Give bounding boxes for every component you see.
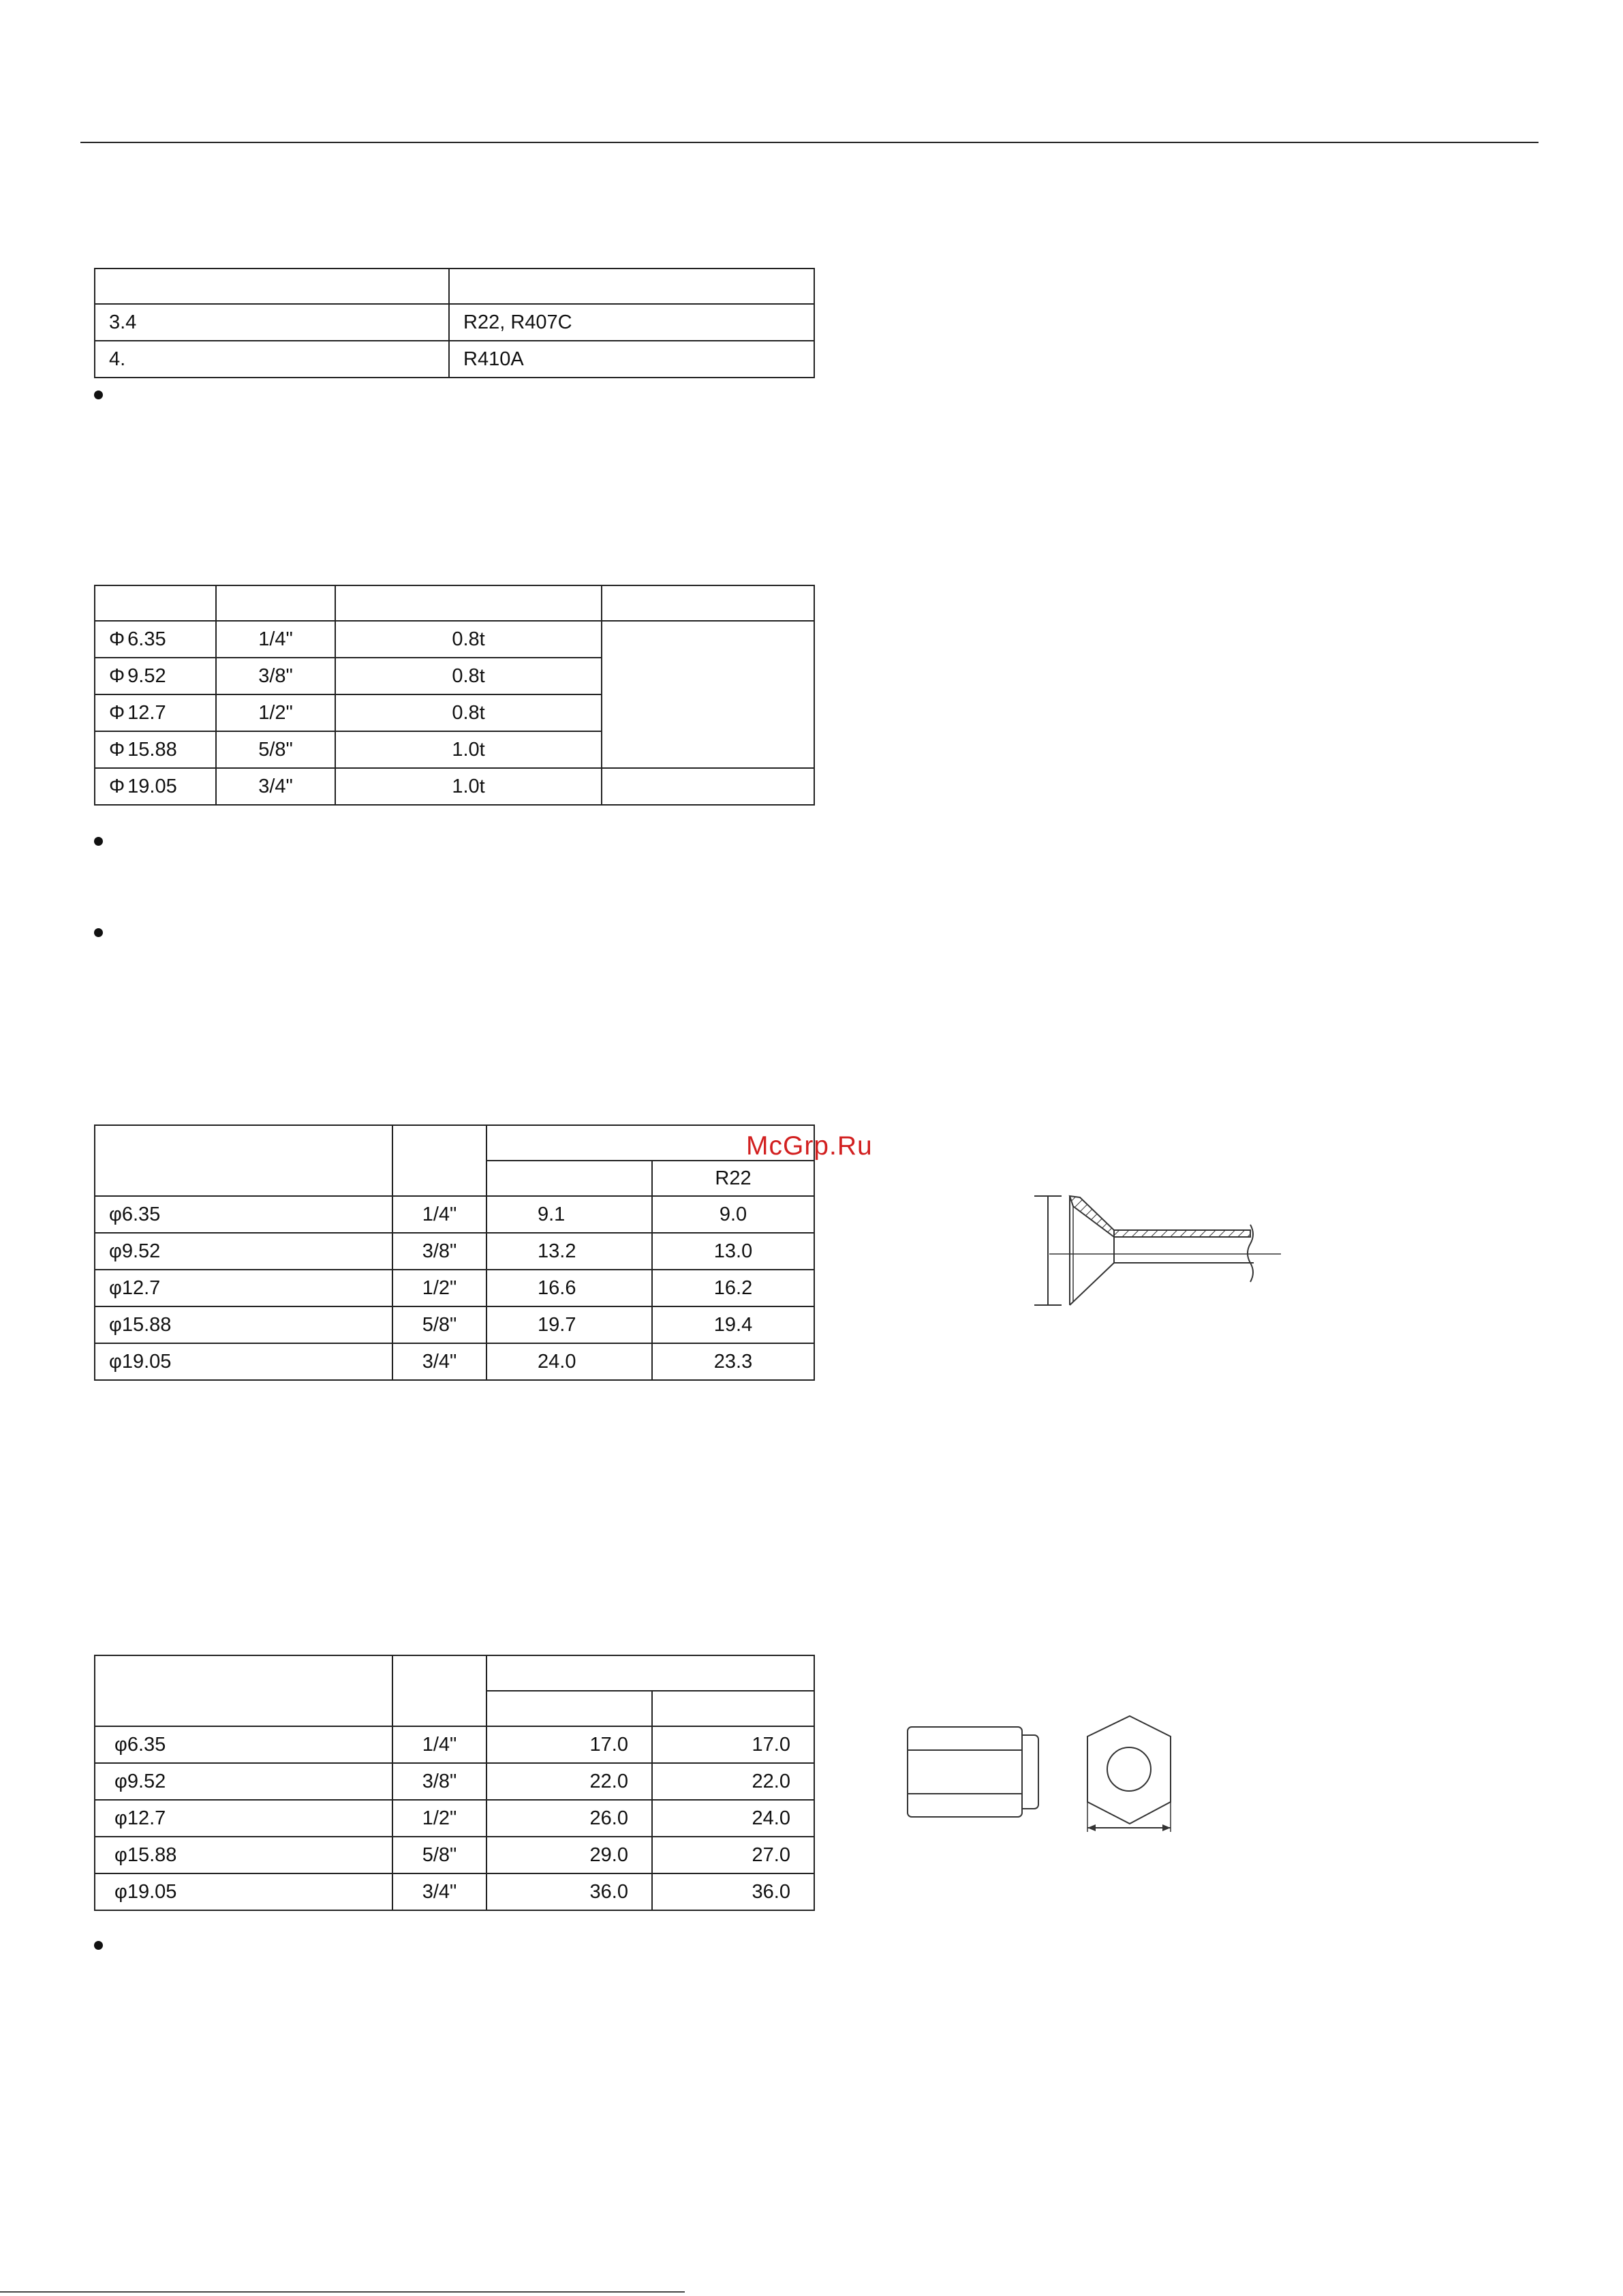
cell-value-b: 23.3 (652, 1343, 814, 1380)
cell-thickness: 0.8t (335, 621, 602, 658)
cell-thickness: 0.8t (335, 694, 602, 731)
table-row (95, 1800, 814, 1837)
table-header-row (95, 269, 814, 304)
table-row (95, 1837, 814, 1873)
phi-symbol: φ (114, 1770, 127, 1792)
cell-diameter: Φ 12.7 (95, 694, 216, 731)
phi-symbol: φ (114, 1807, 127, 1829)
cell-value-a: 19.7 (486, 1306, 652, 1343)
cell-value-b: 16.2 (652, 1270, 814, 1306)
cell-inch: 1/2" (392, 1800, 486, 1837)
table-row (95, 621, 814, 658)
cell-refrigerant: R22, R407C (449, 304, 814, 341)
flare-nut-diagram (899, 1711, 1186, 1840)
cell-value: 4. (95, 341, 449, 378)
table-row (95, 1196, 814, 1233)
cell-value-b: 17.0 (652, 1726, 814, 1763)
table-row (95, 1306, 814, 1343)
cell-value-b: 9.0 (652, 1196, 814, 1233)
cell-value-b: 13.0 (652, 1233, 814, 1270)
cell-diameter: φ19.05 (95, 1343, 392, 1380)
cell-inch: 3/8" (392, 1763, 486, 1800)
phi-symbol: Φ (109, 664, 125, 687)
cell-inch: 1/4" (392, 1726, 486, 1763)
cell-value-a: 36.0 (486, 1873, 652, 1910)
flare-pipe-diagram (1022, 1182, 1295, 1319)
cell-value-b: 27.0 (652, 1837, 814, 1873)
cell-value-b: 36.0 (652, 1873, 814, 1910)
cell-value-a: 24.0 (486, 1343, 652, 1380)
table-row (95, 1270, 814, 1306)
cell-inch: 5/8" (216, 731, 335, 768)
cell-refrigerant: R410A (449, 341, 814, 378)
table-header-row (95, 1125, 814, 1161)
flare-dimension-table (94, 1124, 815, 1381)
flare-nut-table (94, 1655, 815, 1911)
phi-symbol: φ (109, 1203, 122, 1225)
phi-symbol: φ (109, 1276, 122, 1299)
table-row (95, 1343, 814, 1380)
phi-symbol: Φ (109, 628, 125, 650)
cell-merged (602, 621, 814, 768)
cell-diameter: Φ 6.35 (95, 621, 216, 658)
table-row (95, 341, 814, 378)
cell-value-a: 29.0 (486, 1837, 652, 1873)
cell-diameter: φ12.7 (95, 1270, 392, 1306)
phi-symbol: φ (109, 1240, 122, 1262)
table-header-row (95, 1655, 814, 1691)
phi-symbol: φ (109, 1313, 122, 1336)
footer-rule (0, 2291, 685, 2293)
cell-diameter: φ15.88 (95, 1306, 392, 1343)
cell-inch: 1/2" (216, 694, 335, 731)
cell-thickness: 0.8t (335, 658, 602, 694)
cell-diameter: Φ 19.05 (95, 768, 216, 805)
cell-diameter: φ9.52 (95, 1233, 392, 1270)
cell-value: 3.4 (95, 304, 449, 341)
table-row (95, 1763, 814, 1800)
cell-value-a: 13.2 (486, 1233, 652, 1270)
phi-symbol: Φ (109, 738, 125, 761)
table-row (95, 1726, 814, 1763)
cell-diameter: Φ 15.88 (95, 731, 216, 768)
pipe-thickness-table (94, 585, 815, 806)
cell-diameter: φ9.52 (95, 1763, 392, 1800)
phi-symbol: φ (109, 1350, 122, 1373)
cell-value-a: 17.0 (486, 1726, 652, 1763)
r22-subheader: R22 (652, 1161, 814, 1196)
cell-value-b: 24.0 (652, 1800, 814, 1837)
cell-inch: 3/4" (392, 1343, 486, 1380)
bullet (94, 837, 103, 846)
cell-inch: 3/8" (216, 658, 335, 694)
table-row (95, 768, 814, 805)
cell-inch: 3/4" (216, 768, 335, 805)
bullet (94, 1941, 103, 1950)
cell-inch: 1/4" (216, 621, 335, 658)
refrigerant-table (94, 268, 815, 378)
cell-inch: 3/8" (392, 1233, 486, 1270)
cell-value-a: 22.0 (486, 1763, 652, 1800)
watermark: McGrp.Ru (746, 1131, 873, 1161)
cell-inch: 5/8" (392, 1837, 486, 1873)
table-header-row (95, 585, 814, 621)
cell-diameter: φ19.05 (95, 1873, 392, 1910)
cell-thickness: 1.0t (335, 768, 602, 805)
cell-value-b: 19.4 (652, 1306, 814, 1343)
bullet (94, 928, 103, 937)
cell-inch: 1/2" (392, 1270, 486, 1306)
table-row (95, 1233, 814, 1270)
cell-inch: 3/4" (392, 1873, 486, 1910)
phi-symbol: φ (114, 1843, 127, 1866)
cell-thickness: 1.0t (335, 731, 602, 768)
table-row (95, 1873, 814, 1910)
header-rule (80, 142, 1539, 143)
cell-diameter: Φ 9.52 (95, 658, 216, 694)
phi-symbol: Φ (109, 775, 125, 797)
cell-diameter: φ6.35 (95, 1196, 392, 1233)
cell-value-b: 22.0 (652, 1763, 814, 1800)
cell-value-a: 9.1 (486, 1196, 652, 1233)
bullet (94, 391, 103, 399)
cell-value-a: 16.6 (486, 1270, 652, 1306)
phi-symbol: φ (114, 1733, 127, 1756)
cell-inch: 1/4" (392, 1196, 486, 1233)
cell-diameter: φ12.7 (95, 1800, 392, 1837)
phi-symbol: Φ (109, 701, 125, 724)
cell-value-a: 26.0 (486, 1800, 652, 1837)
cell-diameter: φ15.88 (95, 1837, 392, 1873)
cell-diameter: φ6.35 (95, 1726, 392, 1763)
table-row (95, 304, 814, 341)
phi-symbol: φ (114, 1880, 127, 1903)
cell-inch: 5/8" (392, 1306, 486, 1343)
